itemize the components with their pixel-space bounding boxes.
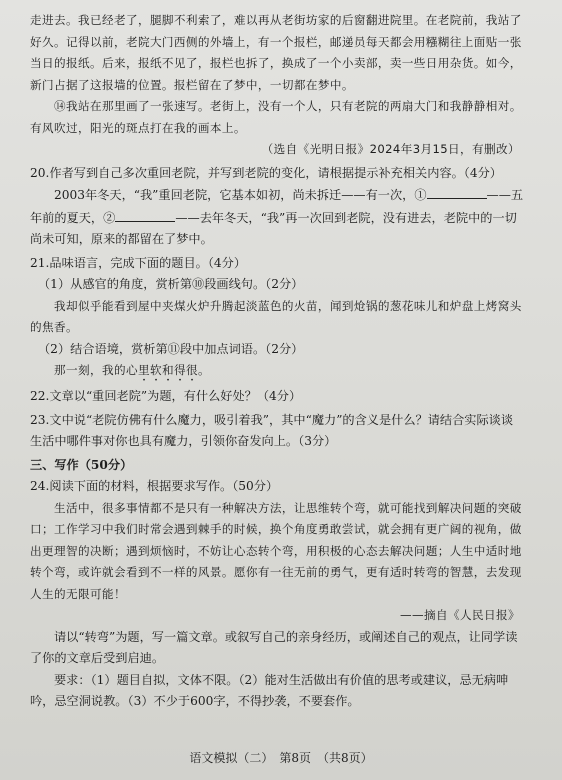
question-21-sub-1: （1）从感官的角度，赏析第⑩段画线句。（2分） (38, 277, 304, 291)
question-20-text-2: 五年前的夏天，② (30, 188, 524, 225)
question-20-text-3: ——去年冬天，“我”再一次回到老院，没有进去，老院中的一切尚未可知，原来的都留在了梦中。 (30, 210, 517, 246)
question-21-stem: 21.品味语言，完成下面的题目。（4分） (30, 255, 247, 270)
question-21-quote-2 (30, 360, 524, 384)
question-23-stem: 23.文中说“老院仿佛有什么魔力，吸引着我”，其中“魔力”的含义是什么？请结合实际谈谈生活中哪件事对你也具有魔力，引领你奋发向上。（3分） (30, 412, 514, 448)
question-21-sub-2: （2）结合语境，赏析第⑪段中加点词语。（2分） (38, 341, 304, 356)
question-20-stem: 20.作者写到自己多次重回老院，并写到老院的变化，请根据提示补充相关内容。（4分） (30, 165, 502, 180)
question-24-stem: 24.阅读下面的材料，根据要求写作。（50分） (30, 479, 279, 493)
question-21-quote-1: 我却似乎能看到屋中夹煤火炉升腾起淡蓝色的火苗，闻到炝锅的葱花味儿和炉盘上烤窝头的焦香。 (30, 298, 522, 334)
answer-blank-2[interactable] (115, 207, 175, 222)
question-24-material-source: ——摘自《人民日报》 (400, 608, 520, 622)
passage-paragraph: 走进去。我已经老了，腿脚不利索了，难以再从老街坊家的后窗翻进院里。在老院前，我站了好久。记得以前，老院大门西侧的外墙上，有一个报栏，邮递员每天都会用糨糊往上面贴一张当日的报纸。后来，报纸不见了，报栏也拆了，换成了一个小卖部，卖一些日用杂货。如今，新门占据了这报墙的位置。报栏留在了梦中，一切都在梦中。 (30, 13, 522, 92)
question-20-dash: —— (486, 188, 511, 202)
question-20-text-1: 2003年冬天，“我”重回老院，它基本如初，尚未拆迁——有一次，① (54, 188, 427, 202)
passage-paragraph-14: ⑭我站在那里画了一张速写。老街上，没有一个人，只有老院的两扇大门和我静静相对。有风吹过，阳光的斑点打在我的画本上。 (30, 99, 522, 135)
answer-blank-1[interactable] (427, 184, 487, 199)
question-24-task: 请以“转弯”为题，写一篇文章。或叙写自己的亲身经历，或阐述自己的观点，让同学读了你的文章后受到启迪。 (30, 629, 518, 665)
page-footer: 语文模拟（二） 第8页 （共8页） (189, 751, 373, 765)
quote-2-part-a: 那一刻，我的心 (54, 363, 138, 377)
question-20-body (30, 184, 524, 251)
quote-2-part-c: 。 (197, 363, 210, 377)
question-24-requirements: 要求：（1）题目自拟，文体不限。（2）能对生活做出有价值的思考或建议，忌无病呻吟，忌空洞说教。（3）不少于600字，不得抄袭，不要套作。 (30, 672, 509, 708)
quote-2-dotted-words: 里软和得很 (137, 363, 198, 377)
passage-source: （选自《光明日报》2024年3月15日，有删改） (261, 142, 520, 156)
question-22-stem: 22.文章以“重回老院”为题，有什么好处？（4分） (30, 389, 302, 403)
section-3-title: 三、写作（50分） (30, 457, 133, 472)
question-24-material: 生活中，很多事情都不是只有一种解决方法，让思维转个弯，就可能找到解决问题的突破口；工作学习中我们时常会遇到棘手的时候，换个角度勇敢尝试，就会拥有更广阔的视角，做出更理智的决断；遇到烦恼时，不妨让心态转个弯，用积极的心态去解决问题；人生中适时地转个弯，或许就会看到不一样的风景。愿你有一往无前的勇气，更有适时转弯的智慧，去发现人生的无限可能！ (30, 500, 522, 601)
